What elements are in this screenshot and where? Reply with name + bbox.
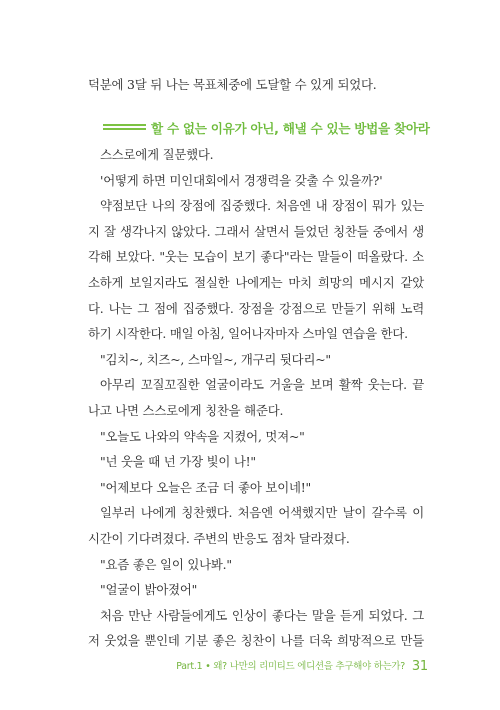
text-line: '어떻게 하면 미인대회에서 경쟁력을 갖출 수 있을까?' [100,172,383,188]
section-heading [103,118,433,140]
text-line: 지 잘 생각나지 않았다. 그래서 살면서 들었던 칭찬들 중에서 생 [88,223,424,239]
section-heading-text: 할 수 없는 이유가 아닌, 해낼 수 있는 방법을 찾아라 [151,121,430,136]
body-text [88,142,424,654]
page-number: 31 [411,659,428,674]
page-footer [176,658,428,674]
text-line: 소하게 보일지라도 절실한 나에게는 마치 희망의 메시지 같았 [88,274,424,290]
text-line: 처음 만난 사람들에게도 인상이 좋다는 말을 듣게 되었다. 그 [100,607,424,623]
text-line: 일부러 나에게 칭찬했다. 처음엔 어색했지만 날이 갈수록 이 [100,505,424,521]
text-line: 각해 보았다. "웃는 모습이 보기 좋다"라는 말들이 떠올랐다. 소 [88,249,424,265]
text-line: 다. 나는 그 점에 집중했다. 장점을 강점으로 만들기 위해 노력 [88,300,424,316]
text-line: "오늘도 나와의 약속을 지켰어, 멋져~" [100,428,305,444]
text-line: 약점보단 나의 장점에 집중했다. 처음엔 내 장점이 뭐가 있는 [100,198,424,214]
text-line: 나고 나면 스스로에게 칭찬을 해준다. [88,402,284,418]
text-line: "넌 웃을 때 넌 가장 빛이 나!" [100,454,256,470]
footer-part-label: Part.1 • 왜? 나만의 리미티드 에디션을 추구해야 하는가? [176,661,406,672]
heading-accent-bar [103,124,146,126]
text-line: "김치~, 치즈~, 스마일~, 개구리 뒷다리~" [100,351,331,367]
text-line: 하기 시작한다. 매일 아침, 일어나자마자 스마일 연습을 한다. [88,326,408,342]
lead-paragraph [88,72,424,98]
text-line: 덕분에 3달 뒤 나는 목표체중에 도달할 수 있게 되었다. [88,77,377,92]
text-line: "어제보다 오늘은 조금 더 좋아 보이네!" [100,479,312,495]
text-line: 아무리 꼬질꼬질한 얼굴이라도 거울을 보며 활짝 웃는다. 끝 [100,377,424,393]
text-line: 스스로에게 질문했다. [100,147,214,162]
text-line: 시간이 기다려졌다. 주변의 반응도 점차 달라졌다. [88,530,350,546]
heading-accent-bar [103,128,146,130]
text-line: "얼굴이 밝아졌어" [100,582,198,598]
text-line: 저 웃었을 뿐인데 기분 좋은 칭찬이 나를 더욱 희망적으로 만들 [88,633,424,649]
text-line: "요즘 좋은 일이 있나봐." [100,556,232,572]
